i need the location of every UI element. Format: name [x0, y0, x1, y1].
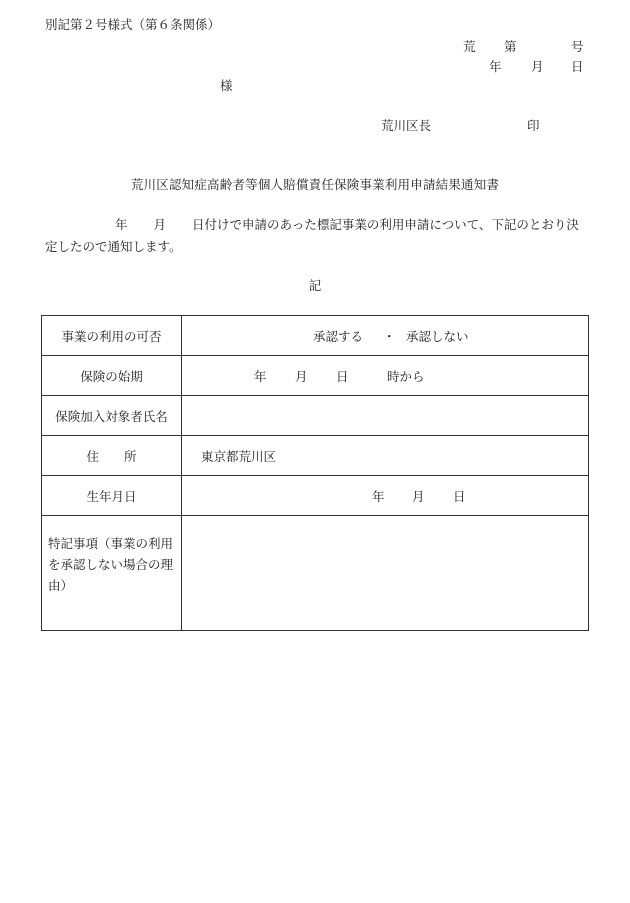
- address-label: 住 所: [42, 436, 182, 476]
- address-text: 東京都荒川区: [201, 448, 277, 464]
- option-separator: ・: [383, 328, 396, 344]
- table-row-birth: [42, 476, 589, 516]
- approval-value: [182, 316, 589, 356]
- address-value: [182, 436, 589, 476]
- approve-option: 承認する: [313, 328, 364, 344]
- document-title: 荒川区認知症高齢者等個人賠償責任保険事業利用申請結果通知書: [130, 177, 500, 192]
- start-time-from: 時から: [387, 368, 425, 384]
- table-row-name: [42, 396, 589, 436]
- birth-label: 生年月日: [42, 476, 182, 516]
- result-table: [41, 315, 589, 631]
- start-month: 月: [295, 368, 308, 384]
- addressee-suffix: 様: [220, 78, 233, 93]
- birth-day: 日: [453, 488, 466, 504]
- ki-heading: 記: [308, 278, 322, 293]
- start-year: 年: [254, 368, 267, 384]
- start-day: 日: [336, 368, 349, 384]
- body-year: 年: [115, 217, 128, 232]
- name-label: 保険加入対象者氏名: [42, 396, 182, 436]
- issue-date-year: 年: [489, 59, 502, 74]
- start-label: 保険の始期: [42, 356, 182, 396]
- birth-year: 年: [372, 488, 385, 504]
- issue-date-day: 日: [571, 59, 584, 74]
- table-row-approval: [42, 316, 589, 356]
- birth-value: [182, 476, 589, 516]
- notes-label: 特記事項（事業の利用を承認しない場合の理由）: [42, 516, 182, 631]
- approval-label: 事業の利用の可否: [42, 316, 182, 356]
- table-row-address: [42, 436, 589, 476]
- issuer-name: 荒川区長: [381, 118, 432, 133]
- notes-value: [182, 516, 589, 631]
- issue-date-month: 月: [531, 59, 544, 74]
- body-text: 日付けで申請のあった標記事業の利用申請について、下記のとおり決定したので通知します。: [45, 217, 579, 254]
- number-dai: 第: [504, 39, 517, 54]
- issue-date: [488, 57, 584, 73]
- start-value: [182, 356, 589, 396]
- body-paragraph: [45, 214, 590, 258]
- number-prefix: 荒: [463, 39, 476, 54]
- seal-mark: 印: [527, 118, 540, 133]
- reject-option: 承認しない: [406, 328, 469, 344]
- name-value: [182, 396, 589, 436]
- form-identifier: 別記第２号様式（第６条関係）: [45, 17, 221, 32]
- table-row-start: [42, 356, 589, 396]
- document-number: [460, 37, 584, 53]
- birth-month: 月: [412, 488, 425, 504]
- number-go: 号: [571, 39, 584, 54]
- body-month: 月: [153, 217, 167, 232]
- table-row-notes: [42, 516, 589, 631]
